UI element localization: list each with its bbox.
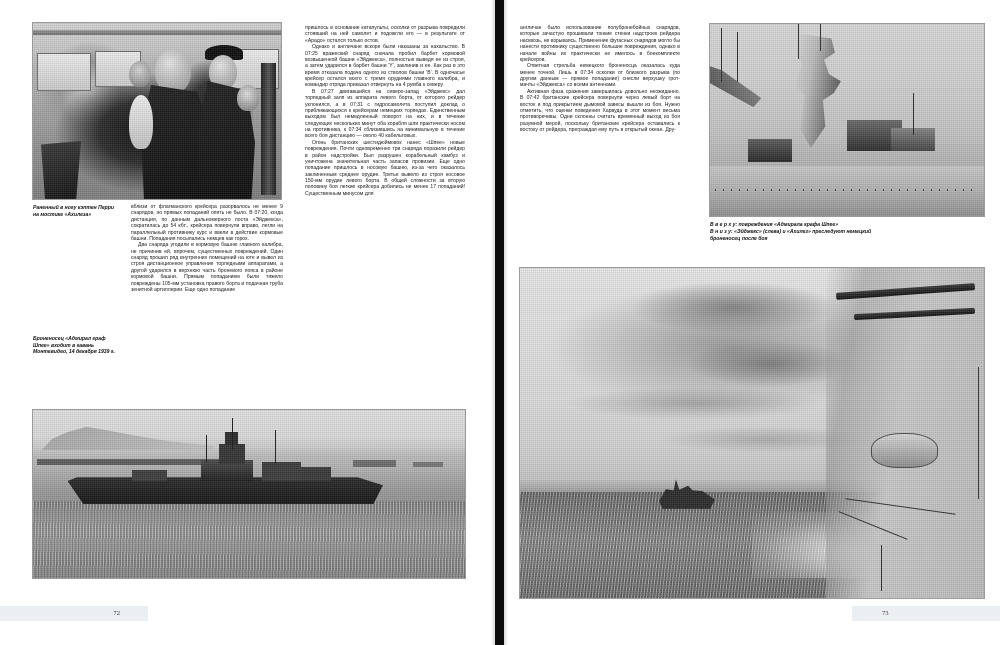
paragraph: пришлось в основание катапульты, осколки от разрыва повредили стоявший на ней самолет и подожгли его — в результате от «Арадо» остался только остов. — [305, 25, 465, 44]
photo-ajax-achilles-pursuit — [520, 268, 984, 598]
paragraph: Активная фаза сражения завершилась довольно неожиданно. В 07:42 британские крейсера повернули через левый борт на восток и под прикрытием дымовой завесы вышли из боя. Нужно отметить, что оценки поведения Харвуда в этот момент весьма противоречивы. Одни склонны считать временный выход из боя разумной мерой, поскольку британские крейсера оставались к востоку от рейдера, преграждая ему путь в открытый океан. Дру- — [520, 88, 680, 133]
paragraph: вблизи от флагманского крейсера разорвалось не менее 9 снарядов, но прямых попаданий опять не было. В 07:20, когда дистанция, по данным дальномерного поста «Эйджекса», сократилась до 54 кбт., крейсера повернули вправо, легли на параллельный противнику курс и ввели в действие кормовые башни. Попадания посыпались немцев как горох. — [131, 204, 283, 242]
page-number-left-value: 72 — [113, 610, 120, 617]
paragraph: Однако и англичане вскоре были наказаны за нахальство. В 07:25 вражеский снаряд сначала пробил барбет кормовой возвышенной башни «Эйджекса», полностью выведя ее из строя, а затем ударился в барбет башни 'Y', заклинив и ее. Как раз в это время отказала подача одного из стволов башни 'B'. В одночасье крейсер остался всего с тремя орудиями главного калибра, и командир отряда приказал отвернуть на 4 румба к северу. — [305, 44, 465, 89]
right-page — [504, 0, 1000, 645]
caption-captain-parry: Раненный в ногу кэптен Перри на мостике «Ахилеза» — [33, 205, 115, 218]
caption-right-photos — [710, 222, 984, 242]
text-column-left-2 — [305, 25, 465, 197]
left-page — [0, 0, 495, 645]
caption-line: броненосец после боя — [710, 235, 768, 242]
paragraph: Огонь британских шестидюймовок нанес «Шпее» новые повреждения. Почти одновременно три снаряда поразили рейдер в район надстройки. Был разрушен корабельный камбуз и уничтожена значительная часть запасов провизии. Еще одно попадание пришлось в носовую башню, из-за чего оказалось заклиненным среднее орудие. Третье вывело из строя носовое 150-мм орудие левого борта. В общей сложности за вторую половину боя легкие крейсера добились не менее 17 попаданий! Существенным минусом для — [305, 139, 465, 197]
paragraph: англичан было использование полубронебойных снарядов, которые зачастую прошивали тонкие стенки надстроек рейдера насквозь, не взрываясь. Применение фугасных снарядов могло бы нанести противнику существенно большие повреждения, однако в начале войны их практически не имелось в боекомплекте крейсеров. — [520, 25, 680, 63]
text-column-right-1 — [520, 25, 680, 133]
caption-graf-spee-montevideo: Броненосец «Адмирал граф Шпее» входит в гавань Монтевидео, 14 декабря 1939 г. — [33, 336, 115, 356]
page-number-right-value: 73 — [882, 610, 889, 617]
paragraph: Два снаряда угодили в кормовую башню главного калибра, не причинив ей, впрочем, существенных повреждений. Один снаряд прошил ряд внутренних помещений на юте и вывел из строя дистанционное управление торпедными аппаратами, а другой ударился в верхнюю часть броневого пояса в районе кормовой башни. Прямым попаданием были тяжело повреждены 105-мм установка правого борта и подачная труба зенитной артиллерии. Еще одно попадание — [131, 242, 283, 293]
photo-graf-spee-montevideo — [33, 410, 465, 578]
paragraph: В 07:27 двигавшийся на северо-запад «Эйджекс» дал торпедный залп из аппарата левого борта, от которого рейдер уклонился, а в 07:31 с гидросамолета поступил доклад о приближающихся к крейсерам немецких торпедах. Единственным выходом был немедленный поворот на них, и в течение следующих нескольких минут оба корабля шли практически носом на противника, к 07:34 сблизившись на минимальную в течение всего боя дистанцию — около 40 кабельтовых. — [305, 88, 465, 140]
photo-graf-spee-damage — [710, 24, 984, 216]
paragraph: Ответная стрельба немецкого броненосца оказалась куда менее точной. Лишь в 07:34 осколки от близкого разрыва (по другим данным — прямое попадание) снесли верхушку грот-мачты «Эйджекса» со всеми антеннами. — [520, 63, 680, 89]
page-number-right — [852, 606, 1000, 621]
photo-captain-parry-on-bridge — [33, 23, 281, 199]
spread-gutter — [495, 0, 504, 645]
caption-line: В н и з у: «Эйджекс» (слева) и «Ахилез» преследуют немецкий — [710, 228, 872, 235]
text-column-left-1 — [131, 204, 283, 293]
page-number-left — [0, 606, 148, 621]
caption-line: В в е р х у: повреждения «Адмирала графа Шпее» — [710, 222, 839, 228]
